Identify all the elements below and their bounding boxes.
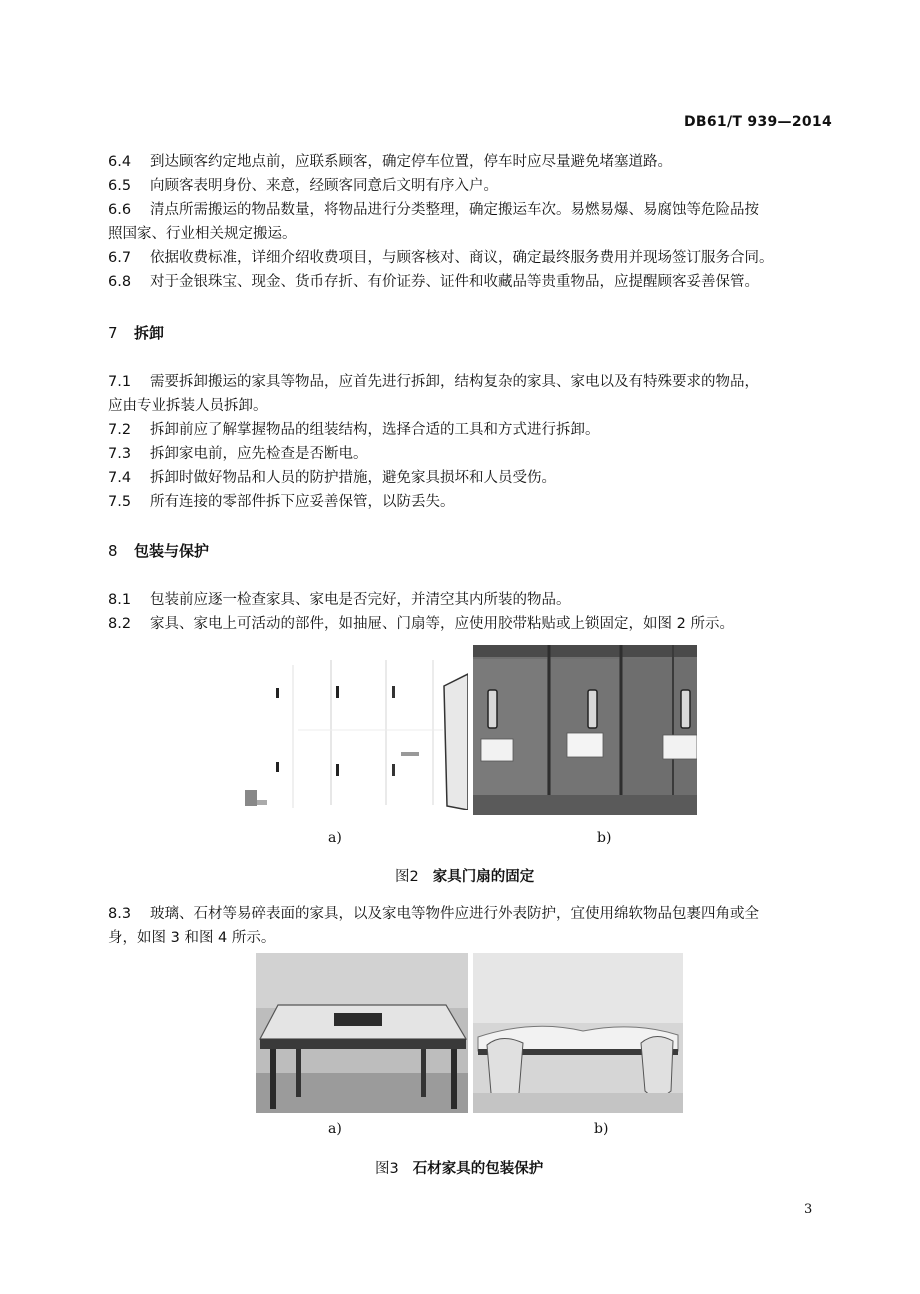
clause-number: 7.1 (108, 374, 132, 390)
clause-number: 8.2 (108, 616, 132, 632)
cabinet-locker-photo (473, 645, 697, 815)
figure-3a-label: a) (328, 1121, 342, 1137)
clause-text: 拆卸时做好物品和人员的防护措施，避免家具损坏和人员受伤。 (150, 470, 556, 486)
wrapped-bench-photo (473, 953, 683, 1113)
figure-number: 图3 (375, 1161, 399, 1177)
clause-text: 拆卸家电前，应先检查是否断电。 (150, 446, 368, 462)
figure-2b-label: b) (597, 830, 612, 846)
clause-7-5 (108, 490, 828, 514)
section-title: 包装与保护 (134, 542, 210, 560)
clause-text: 拆卸前应了解掌握物品的组装结构，选择合适的工具和方式进行拆卸。 (150, 422, 600, 438)
clause-8-1 (108, 588, 828, 612)
clause-number: 8.3 (108, 906, 132, 922)
clause-number: 7.2 (108, 422, 132, 438)
figure-number: 图2 (395, 869, 419, 885)
clause-number: 6.8 (108, 274, 132, 290)
clause-number: 7.5 (108, 494, 132, 510)
section-number: 8 (108, 542, 118, 560)
figure-2b-photo (473, 645, 697, 815)
clause-6-4 (108, 150, 828, 174)
section-number: 7 (108, 324, 118, 342)
figure-3a-photo (256, 953, 468, 1113)
standard-code: DB61/T 939—2014 (684, 114, 832, 130)
clause-6-6 (108, 198, 828, 246)
figure-3b-label: b) (594, 1121, 609, 1137)
clause-text: 依据收费标准，详细介绍收费项目，与顾客核对、商议，确定最终服务费用并现场签订服务合同。 (150, 250, 774, 266)
clause-6-5 (108, 174, 828, 198)
clause-text-continued: 应由专业拆装人员拆卸。 (108, 398, 268, 414)
clause-text: 玻璃、石材等易碎表面的家具，以及家电等物件应进行外表防护，宜使用绵软物品包裹四角或全 (150, 906, 759, 922)
clause-text-continued: 照国家、行业相关规定搬运。 (108, 226, 297, 242)
clause-text: 所有连接的零部件拆下应妥善保管，以防丢失。 (150, 494, 455, 510)
clause-text: 家具、家电上可活动的部件，如抽屉、门扇等，应使用胶带粘贴或上锁固定，如图 2 所示。 (150, 616, 734, 632)
section-8-heading (108, 540, 209, 561)
clause-number: 6.5 (108, 178, 132, 194)
figure-2a-photo (243, 660, 468, 810)
clause-7-4 (108, 466, 828, 490)
clause-number: 6.7 (108, 250, 132, 266)
figure-2a-label: a) (328, 830, 342, 846)
figure-title: 家具门扇的固定 (432, 869, 535, 885)
clause-text: 对于金银珠宝、现金、货币存折、有价证券、证件和收藏品等贵重物品，应提醒顾客妥善保管。 (150, 274, 759, 290)
clause-number: 8.1 (108, 592, 132, 608)
clause-6-8 (108, 270, 828, 294)
clause-7-2 (108, 418, 828, 442)
clause-number: 7.3 (108, 446, 132, 462)
clause-text: 到达顾客约定地点前，应联系顾客，确定停车位置，停车时应尽量避免堵塞道路。 (150, 154, 672, 170)
stone-table-photo (256, 953, 468, 1113)
section-title: 拆卸 (134, 324, 165, 342)
clause-7-3 (108, 442, 828, 466)
figure-title: 石材家具的包装保护 (412, 1161, 544, 1177)
clause-text: 向顾客表明身份、来意，经顾客同意后文明有序入户。 (150, 178, 498, 194)
clause-8-2 (108, 612, 828, 636)
cabinet-white-photo (243, 660, 468, 810)
clause-6-7 (108, 246, 828, 270)
figure-3-caption (375, 1157, 543, 1178)
clause-number: 7.4 (108, 470, 132, 486)
figure-3b-photo (473, 953, 683, 1113)
clause-7-1 (108, 370, 828, 418)
clause-text: 清点所需搬运的物品数量，将物品进行分类整理，确定搬运车次。易燃易爆、易腐蚀等危险品按 (150, 202, 759, 218)
clause-number: 6.4 (108, 154, 132, 170)
clause-number: 6.6 (108, 202, 132, 218)
figure-2-caption (395, 865, 534, 886)
page-number: 3 (804, 1202, 813, 1217)
clause-text: 包装前应逐一检查家具、家电是否完好，并清空其内所装的物品。 (150, 592, 571, 608)
clause-text-continued: 身，如图 3 和图 4 所示。 (108, 930, 276, 946)
clause-8-3 (108, 902, 828, 950)
section-7-heading (108, 322, 164, 343)
clause-text: 需要拆卸搬运的家具等物品，应首先进行拆卸，结构复杂的家具、家电以及有特殊要求的物品， (150, 374, 759, 390)
